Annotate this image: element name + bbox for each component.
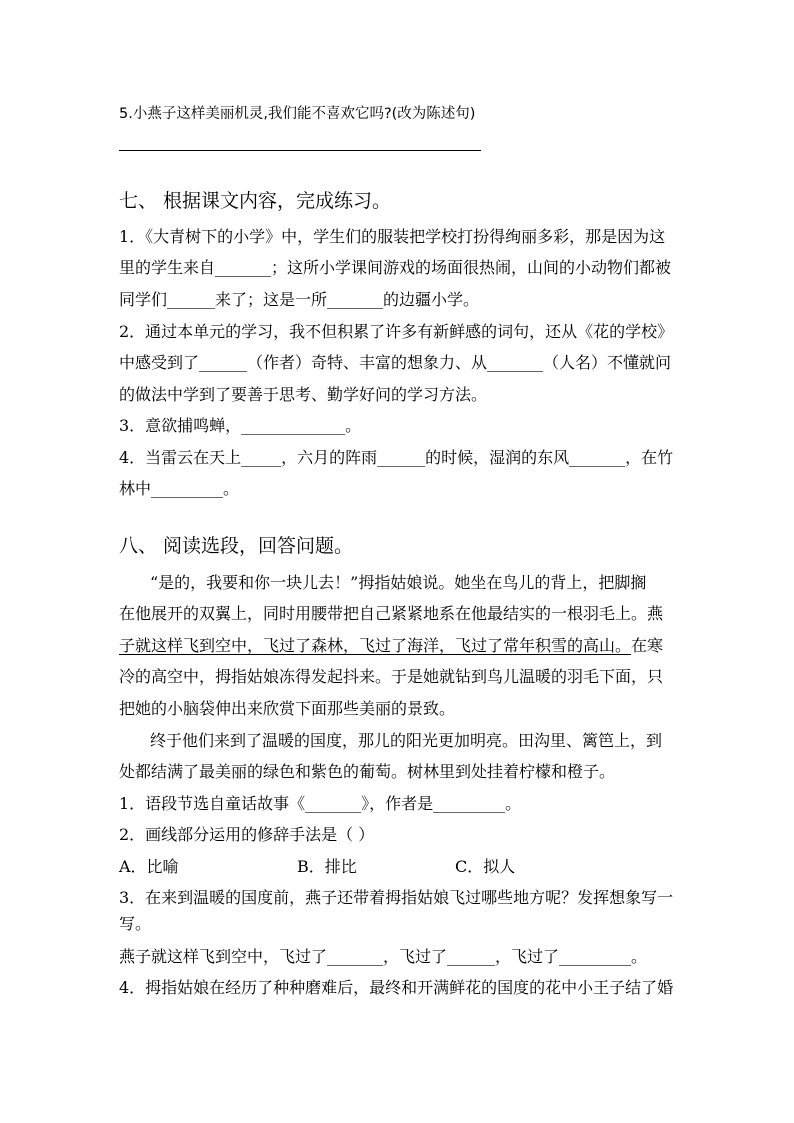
answer-line [119, 150, 481, 151]
passage-line: “是的，我要和你一块儿去！”拇指姑娘说。她坐在鸟儿的背上，把脚搁 [150, 573, 647, 592]
question-4: 4．拇指姑娘在经历了种种磨难后，最终和开满鲜花的国度的花中小王子结了婚 [119, 978, 674, 997]
section-7-line: 中感受到了______（作者）奇特、丰富的想象力、从_______（人名）不懂就问 [119, 353, 672, 372]
question-3: 3．在来到温暖的国度前，燕子还带着拇指姑娘飞过哪些地方呢？发挥想象写一 [119, 888, 674, 907]
section-7-line: 1．《大青树下的小学》中，学生们的服装把学校打扮得绚丽多彩，那是因为这 [119, 227, 666, 246]
passage-line: 终于他们来到了温暖的国度，那儿的阳光更加明亮。田沟里、篱笆上，到 [150, 731, 663, 750]
section-7-title: 七、 根据课文内容，完成练习。 [119, 190, 392, 212]
section-8-title: 八、 阅读选段，回答问题。 [119, 535, 354, 557]
option-b: B．排比 [297, 857, 357, 876]
passage-line: 处都结满了最美丽的绿色和紫色的葡萄。树林里到处挂着柠檬和橙子。 [119, 762, 616, 781]
question-1: 1．语段节选自童话故事《_______》，作者是_________。 [119, 794, 522, 813]
section-7-line: 4．当雷云在天上_____，六月的阵雨______的时候，湿润的东风_______，在竹 [119, 448, 674, 467]
option-c: C．拟人 [455, 857, 516, 876]
section-7-line: 里的学生来自_______；这所小学课间游戏的场面很热闹，山间的小动物们都被 [119, 258, 672, 277]
question-2: 2．画线部分运用的修辞手法是（ ） [119, 825, 375, 844]
passage-line: 在他展开的双翼上，同时用腰带把自己紧紧地系在他最结实的一根羽毛上。燕 [119, 604, 664, 623]
underlined-passage: 子就这样飞到空中，飞过了森林，飞过了海洋，飞过了常年积雪的高山。 [119, 636, 632, 655]
question-3-cont: 写。 [119, 914, 152, 933]
passage-line: 冷的高空中，拇指姑娘冻得发起抖来。于是她就钻到鸟儿温暖的羽毛下面，只 [119, 667, 664, 686]
passage-line: 把她的小脑袋伸出来欣赏下面那些美丽的景致。 [119, 699, 456, 718]
passage-line [119, 635, 663, 657]
passage-text: 在寒 [631, 636, 664, 655]
question-3-answer: 燕子就这样飞到空中，飞过了_______，飞过了______，飞过了_________。 [119, 947, 648, 966]
question-2-options [119, 856, 515, 878]
section-7-line: 的做法中学到了要善于思考、勤学好问的学习方法。 [119, 385, 488, 404]
section-7-line: 同学们______来了；这是一所_______的边疆小学。 [119, 290, 480, 309]
section-7-line: 3．意欲捕鸣蝉，_____________。 [119, 416, 362, 435]
section-7-line: 2．通过本单元的学习，我不但积累了许多有新鲜感的词句，还从《花的学校》 [119, 322, 674, 341]
section-7-line: 林中_________。 [119, 479, 240, 498]
option-a: A．比喻 [119, 857, 179, 876]
question-5-text: 5.小燕子这样美丽机灵,我们能不喜欢它吗?(改为陈述句) [119, 106, 476, 122]
